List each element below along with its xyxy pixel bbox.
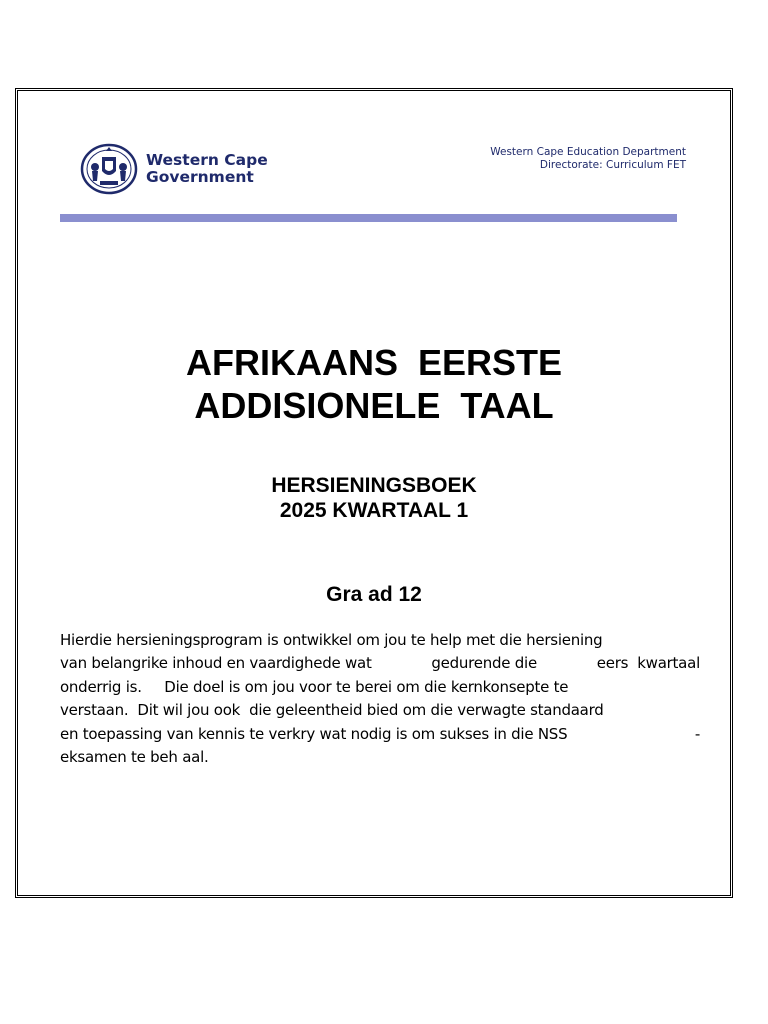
paragraph-line-4: verstaan. Dit wil jou ook die geleentheid bied om die verwagte standaard	[60, 701, 604, 720]
coat-of-arms-icon	[80, 143, 138, 195]
document-subtitle	[18, 473, 730, 523]
subtitle-line-2: 2025 KWARTAAL 1	[279, 499, 469, 522]
directorate-name: Directorate: Curriculum FET	[539, 159, 686, 171]
logo-line-2: Government	[146, 168, 254, 186]
paragraph-line-3: onderrig is. Die doel is om jou voor te berei om die kernkonsepte te	[60, 677, 569, 696]
department-name: Western Cape Education Department	[490, 146, 686, 158]
title-line-2: ADDISIONELE TAAL	[194, 385, 554, 426]
paragraph-line-2	[60, 652, 700, 675]
paragraph-line-2-part-a: van belangrike inhoud en vaardighede wat	[60, 654, 372, 673]
header-divider	[60, 214, 677, 222]
paragraph-line-2-part-b: gedurende die	[431, 654, 537, 673]
department-info	[490, 146, 686, 172]
intro-paragraph	[60, 629, 700, 769]
logo-wordmark	[146, 152, 268, 186]
paragraph-line-5	[60, 723, 700, 746]
paragraph-line-5-part-b: -	[694, 724, 700, 743]
subtitle-line-1: HERSIENINGSBOEK	[271, 474, 477, 497]
paragraph-line-5-part-a: en toepassing van kennis te verkry wat nodig is om sukses in die NSS	[60, 724, 568, 743]
logo-line-1: Western Cape	[146, 151, 268, 169]
document-frame	[15, 88, 733, 898]
paragraph-line-2-part-c: eers kwartaal	[596, 654, 700, 673]
grade-label: Gra ad 12	[326, 583, 422, 606]
paragraph-line-1: Hierdie hersieningsprogram is ontwikkel om jou te help met die hersiening	[60, 631, 603, 649]
wcg-logo	[80, 143, 268, 195]
paragraph-line-6: eksamen te beh aal.	[60, 748, 209, 767]
title-line-1: AFRIKAANS EERSTE	[185, 342, 563, 383]
document-title	[18, 341, 730, 427]
